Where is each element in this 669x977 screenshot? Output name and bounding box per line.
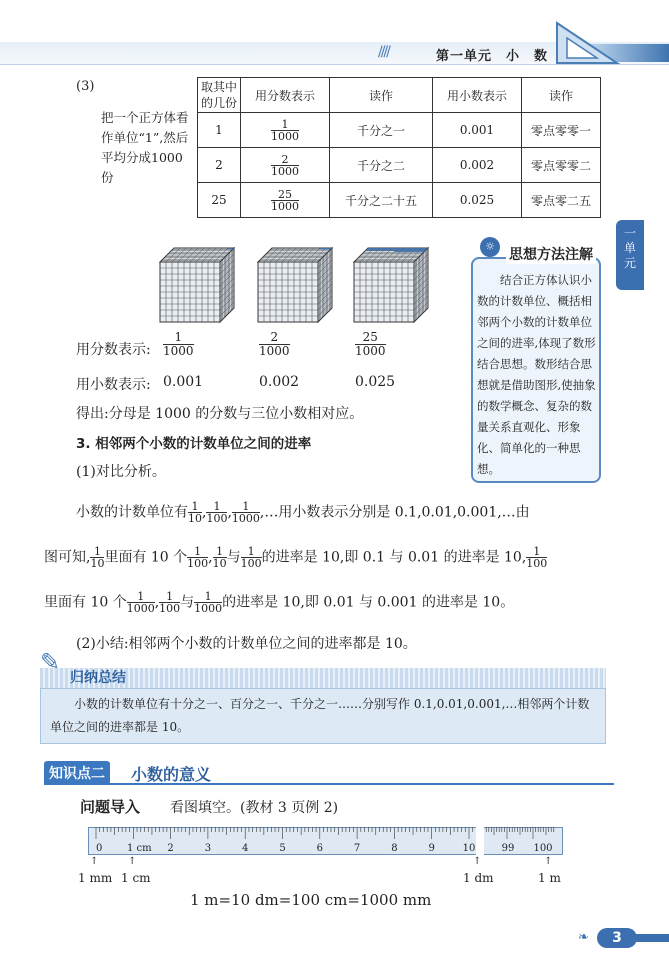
side-tab-char: 元 — [623, 256, 636, 270]
ruler-tick-label: 4 — [242, 843, 249, 854]
header-slash-icon: //// — [378, 44, 389, 60]
paragraph-line-2: 图可知, $\frac{1}{10}$ 里面有 10 个 $\frac{1}{100}$ , $\frac{1}{10}$ 与 $\frac{1}{100}$ 的进率是 10,即 0.1 与 0.01 的进率是 10, $\frac{1}{100}$ — [44, 545, 548, 570]
numerator: 1 — [271, 119, 299, 131]
arrow-up-icon: ↑ — [544, 856, 553, 867]
table-cell-fraction — [241, 113, 330, 148]
numerator: 1 — [163, 331, 194, 345]
numerator: 25 — [355, 331, 386, 345]
ruler-label: 1 cm — [121, 871, 151, 885]
denominator: 1000 — [163, 344, 194, 358]
denominator: 1000 — [259, 344, 290, 358]
ruler-tick-label: 2 — [167, 843, 174, 854]
method-note-title: 思想方法注解 — [506, 244, 596, 264]
text-run: 图可知, — [44, 549, 91, 566]
table-cell: 千分之二十五 — [330, 183, 433, 218]
ruler-break — [476, 822, 484, 860]
numerator: 2 — [259, 331, 290, 345]
ruler-tick-label: 0 — [96, 843, 103, 854]
summary-title: 归纳总结 — [70, 670, 126, 686]
fraction-table — [97, 77, 601, 218]
table-cell: 1 — [198, 113, 241, 148]
decimal-label: 用小数表示: — [76, 377, 151, 393]
thousand-cube-3 — [352, 246, 436, 330]
fraction — [355, 331, 386, 358]
fraction-label: 用分数表示: — [76, 342, 151, 358]
ruler-tick-label: 9 — [428, 843, 435, 854]
decimal-value: 0.025 — [355, 374, 396, 390]
text-run: 里面有 10 个 — [104, 549, 188, 566]
problem-text: 看图填空。(教材 3 页例 2) — [170, 800, 339, 816]
header-title: 第一单元 小 数 — [436, 49, 549, 64]
table-cell: 2 — [198, 148, 241, 183]
table-cell: 25 — [198, 183, 241, 218]
ruler-tick-label: 99 — [501, 843, 515, 854]
bulb-icon: ☼ — [480, 237, 500, 257]
ruler-tick-label: 7 — [353, 843, 361, 854]
unit-side-tab — [616, 220, 644, 290]
table-cell: 零点零二五 — [522, 183, 601, 218]
table-header: 读作 — [522, 78, 601, 113]
ruler-tick-label: 3 — [204, 843, 212, 854]
paragraph-line-1: 小数的计数单位有 $\frac{1}{10}$ , $\frac{1}{100}$ , $\frac{1}{1000}$ ,…用小数表示分别是 0.1,0.01,0.001,…由 — [76, 500, 530, 525]
table-header: 读作 — [330, 78, 433, 113]
sub-heading: (1)对比分析。 — [76, 464, 166, 480]
triangle-ruler-icon — [552, 18, 622, 68]
decimal-value: 0.002 — [259, 374, 300, 390]
thousand-cube-1 — [158, 246, 242, 330]
text-run: 与 — [226, 549, 241, 566]
ruler-tick-label: 1 cm — [126, 843, 152, 854]
ruler-label: 1 m — [538, 871, 561, 885]
unit-equation: 1 m=10 dm=100 cm=1000 mm — [190, 891, 432, 909]
knowledge-point-title: 小数的意义 — [131, 765, 212, 784]
table-cell: 千分之一 — [330, 113, 433, 148]
table-cell: 千分之二 — [330, 148, 433, 183]
paragraph-line-3: 里面有 10 个 $\frac{1}{1000}$ , $\frac{1}{100}$ 与 $\frac{1}{1000}$ 的进率是 10,即 0.01 与 0.001 的进率是 10。 — [44, 590, 515, 615]
conclusion-text: 得出:分母是 1000 的分数与三位小数相对应。 — [76, 406, 364, 422]
fraction — [259, 331, 290, 358]
denominator: 1000 — [271, 164, 299, 178]
ruler-ticks — [88, 827, 563, 855]
text-run: 小数的计数单位有 — [76, 504, 188, 521]
ruler-tick-label: 8 — [391, 843, 398, 854]
denominator: 1000 — [271, 199, 299, 213]
denominator: 1000 — [271, 129, 299, 143]
knowledge-point-label: 知识点二 — [44, 761, 110, 785]
decimal-value: 0.001 — [163, 374, 204, 390]
item-number: (3) — [76, 79, 95, 94]
table-header: 用分数表示 — [241, 78, 330, 113]
ruler-tick-label: 10 — [462, 843, 476, 854]
side-tab-char: 一 — [623, 226, 636, 240]
table-cell: 0.001 — [433, 113, 522, 148]
ruler-tick-label: 100 — [533, 843, 553, 854]
arrow-up-icon: ↑ — [90, 856, 99, 867]
thousand-cube-2 — [256, 246, 340, 330]
problem-label: 问题导入 — [80, 798, 141, 816]
table-cell: 0.025 — [433, 183, 522, 218]
table-cell: 零点零零一 — [522, 113, 601, 148]
ruler-tick-label: 6 — [316, 843, 323, 854]
arrow-up-icon: ↑ — [473, 856, 482, 867]
text-run: 的进率是 10,即 0.1 与 0.01 的进率是 10, — [261, 549, 527, 566]
side-tab-char: 单 — [623, 241, 636, 255]
method-note-text: 结合正方体认识小数的计数单位、概括相邻两个小数的计数单位之间的进率,体现了数形结合思想。数形结合思想就是借助图形,使抽象的数学概念、复杂的数量关系直观化、形象化、简单化的一种思想。 — [477, 273, 596, 476]
text-run: 的进率是 10,即 0.01 与 0.001 的进率是 10。 — [222, 594, 515, 611]
knowledge-underline — [44, 783, 614, 785]
table-cell-fraction — [241, 183, 330, 218]
fraction — [163, 331, 194, 358]
summary-text: 小数的计数单位有十分之一、百分之一、千分之一……分别写作 0.1,0.01,0.001,…相邻两个计数单位之间的进率都是 10。 — [50, 697, 590, 734]
numerator: 2 — [271, 154, 299, 166]
section-title: 3. 相邻两个小数的计数单位之间的进率 — [76, 436, 312, 452]
sub-summary: (2)小结:相邻两个小数的计数单位之间的进率都是 10。 — [76, 636, 417, 652]
numerator: 25 — [271, 189, 299, 201]
text-run: 与 — [180, 594, 195, 611]
leaf-icon: ❧ — [578, 930, 589, 945]
table-cell-fraction — [241, 148, 330, 183]
table-description: 把一个正方体看作单位“1”,然后平均分成1000份 — [97, 78, 198, 218]
page-number: 3 — [597, 928, 637, 948]
denominator: 1000 — [355, 344, 386, 358]
table-header: 取其中的几份 — [198, 78, 241, 113]
ruler-tick-label: 5 — [279, 843, 286, 854]
ruler-label: 1 dm — [463, 871, 494, 885]
table-header: 用小数表示 — [433, 78, 522, 113]
table-cell: 零点零零二 — [522, 148, 601, 183]
text-run: 里面有 10 个 — [44, 594, 127, 611]
ruler-label: 1 mm — [78, 871, 113, 885]
arrow-up-icon: ↑ — [128, 856, 137, 867]
table-cell: 0.002 — [433, 148, 522, 183]
pen-icon: ✎ — [40, 648, 61, 676]
text-run: ,…用小数表示分别是 0.1,0.01,0.001,…由 — [259, 504, 530, 521]
